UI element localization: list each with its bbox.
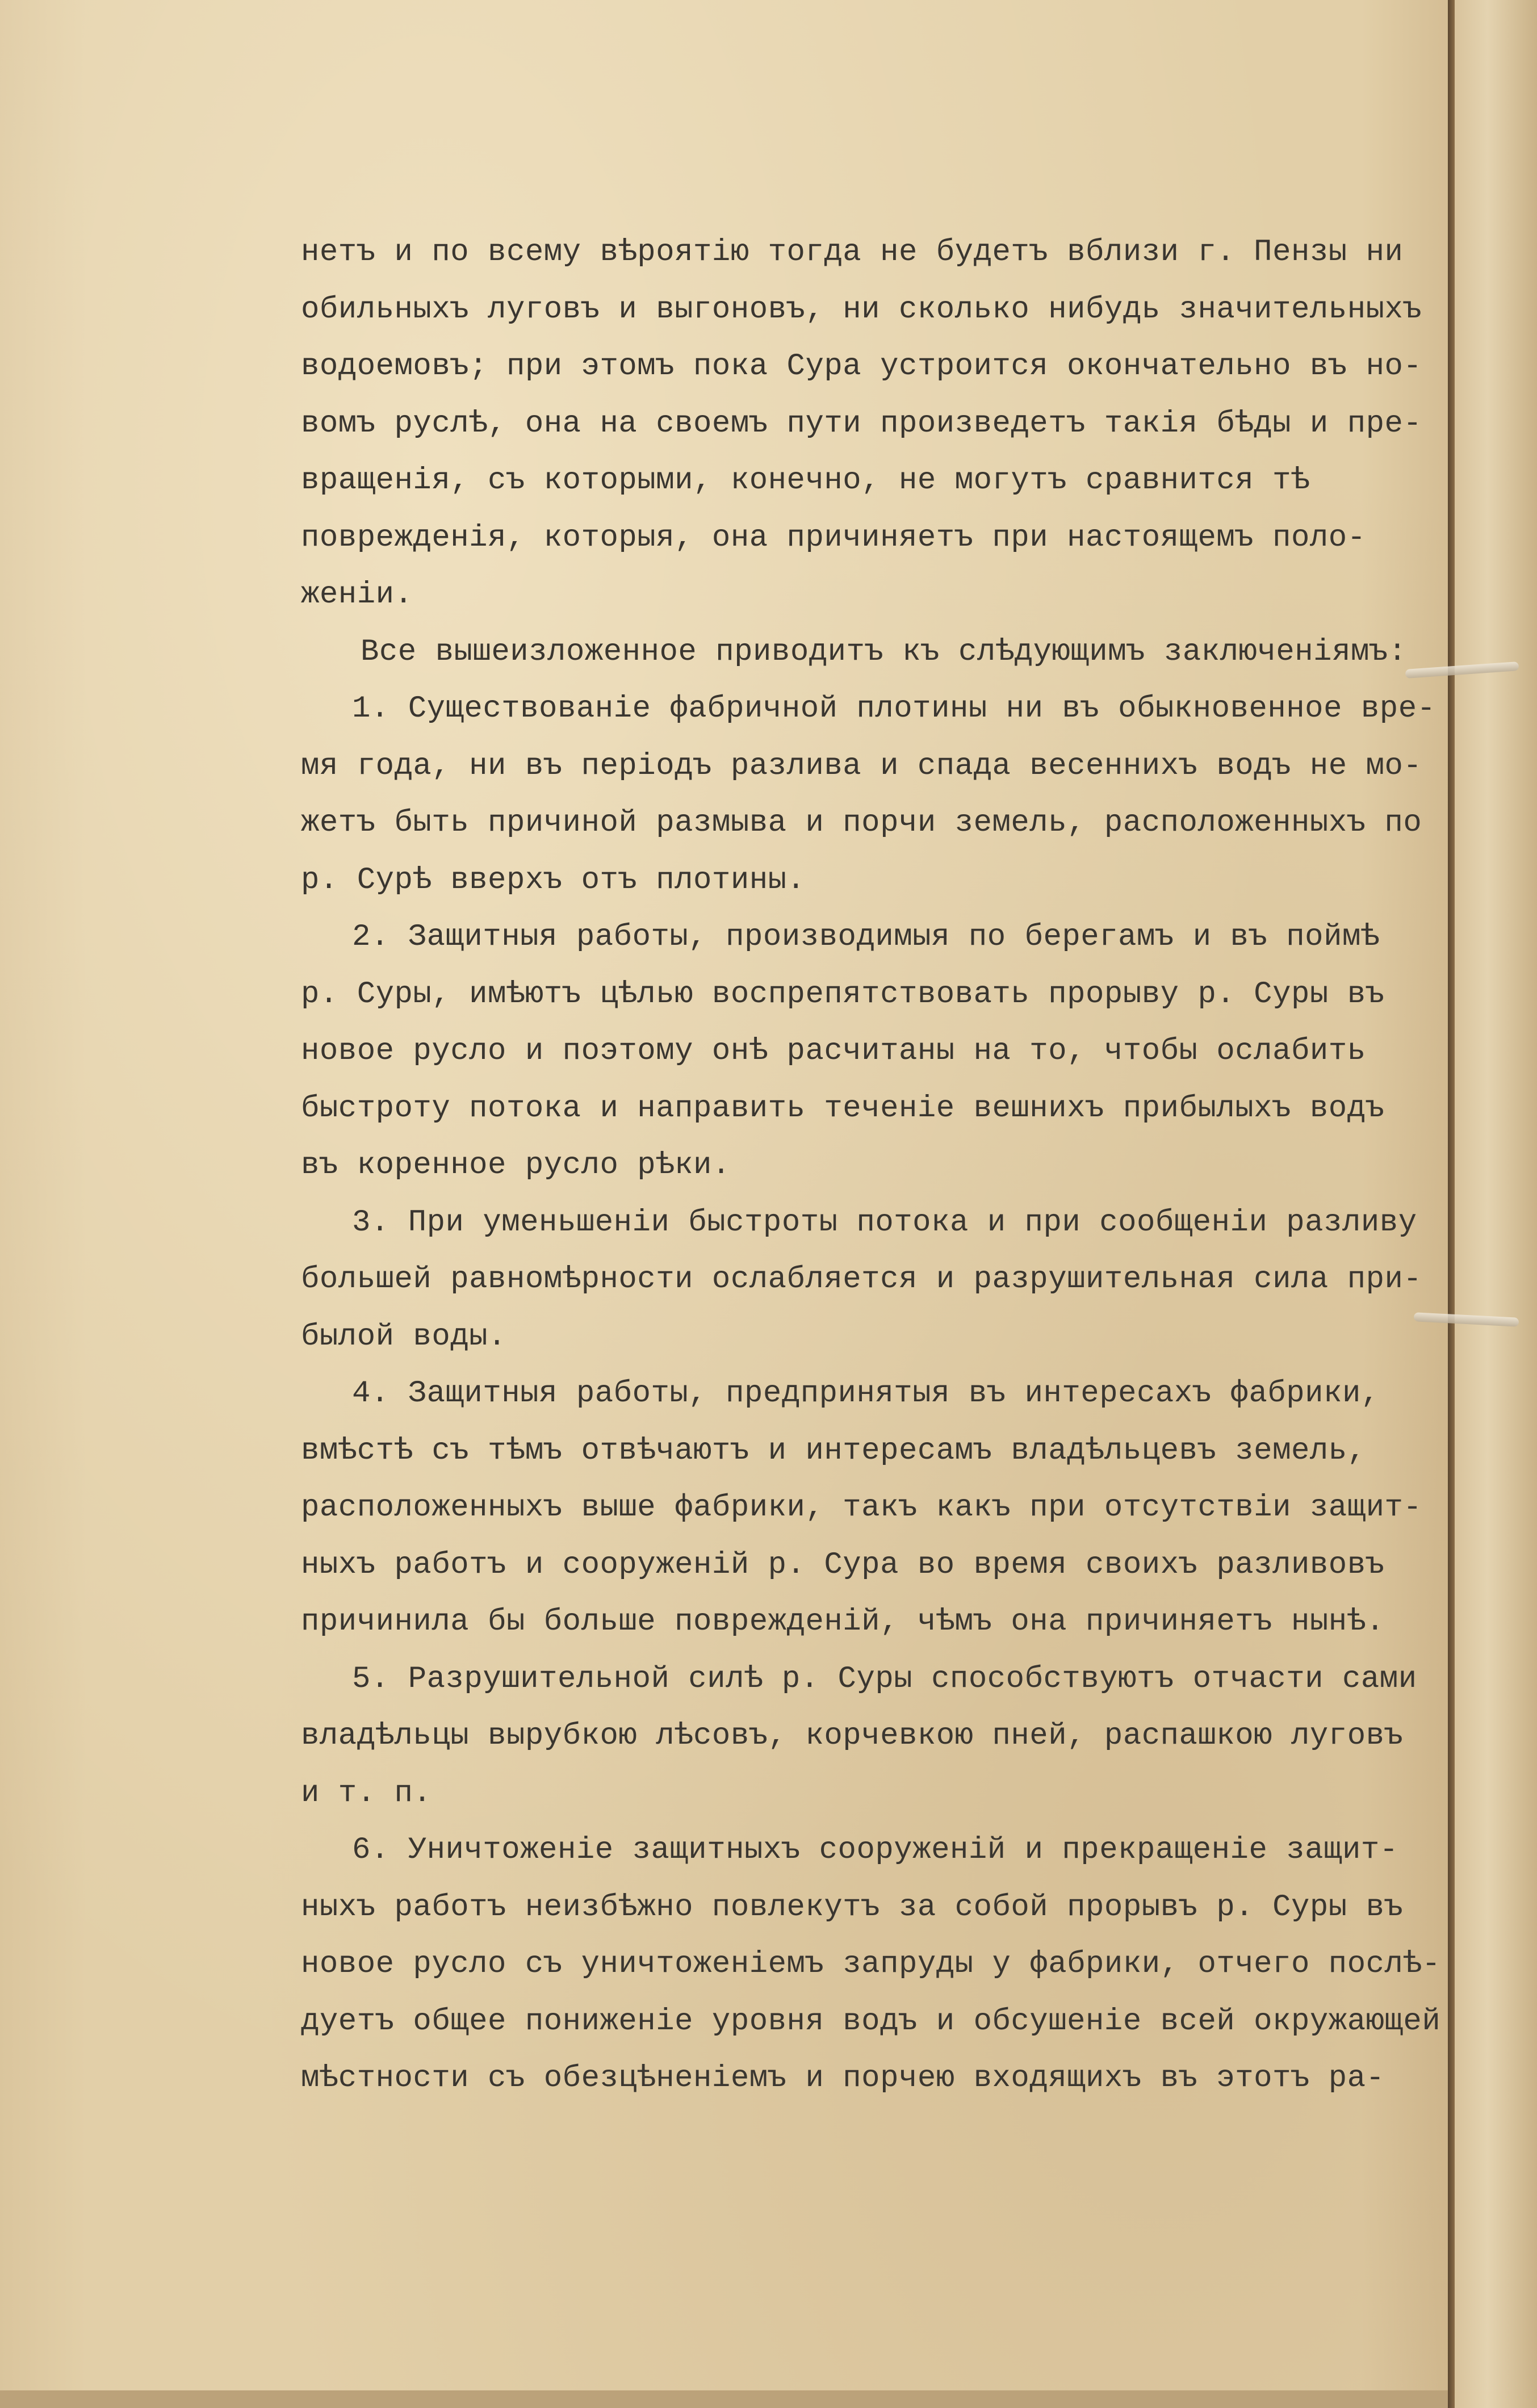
text-line: нетъ и по всему вѣроятію тогда не будетъ вблизи г. Пензы ни — [301, 235, 1404, 270]
list-item-3: 3. При уменьшеніи быстроты потока и при сообщеніи разливу — [352, 1205, 1417, 1240]
text-line: новое русло съ уничтоженіемъ запруды у фабрики, отчего послѣ- — [301, 1947, 1441, 1982]
text-line: въ коренное русло рѣки. — [301, 1148, 731, 1183]
text-line: ныхъ работъ неизбѣжно повлекутъ за собой прорывъ р. Суры въ — [301, 1890, 1404, 1925]
text-line: р. Сурѣ вверхъ отъ плотины. — [301, 862, 806, 898]
binding-spine — [1448, 0, 1455, 2408]
text-line: новое русло и поэтому онѣ расчитаны на то, чтобы ослабить — [301, 1034, 1366, 1069]
text-line: владѣльцы вырубкою лѣсовъ, корчевкою пней, распашкою луговъ — [301, 1719, 1404, 1753]
list-item-6: 6. Уничтоженіе защитныхъ сооруженій и прекращеніе защит- — [352, 1833, 1398, 1867]
text-line: мя года, ни въ періодъ разлива и спада весеннихъ водъ не мо- — [301, 748, 1422, 784]
text-line: женіи. — [301, 577, 413, 612]
typed-text-body — [301, 224, 1448, 2108]
text-line: ныхъ работъ и сооруженій р. Сура во время своихъ разливовъ — [301, 1547, 1385, 1582]
text-line: расположенныхъ выше фабрики, такъ какъ при отсутствіи защит- — [301, 1490, 1422, 1525]
text-line: р. Суры, имѣютъ цѣлью воспрепятствовать прорыву р. Суры въ — [301, 977, 1385, 1012]
page-bottom-edge — [0, 2390, 1448, 2408]
text-line: причинила бы больше поврежденій, чѣмъ она причиняетъ нынѣ. — [301, 1605, 1385, 1639]
text-line: Все вышеизложенное приводитъ къ слѣдующимъ заключеніямъ: — [361, 634, 1407, 669]
text-line: обильныхъ луговъ и выгоновъ, ни сколько нибудь значительныхъ — [301, 292, 1422, 327]
text-line: поврежденія, которыя, она причиняетъ при настоящемъ поло- — [301, 520, 1366, 555]
text-line: быстроту потока и направить теченіе вешнихъ прибылыхъ водъ — [301, 1091, 1385, 1126]
text-line: былой воды. — [301, 1319, 506, 1354]
text-line: жетъ быть причиной размыва и порчи земель, расположенныхъ по — [301, 806, 1422, 840]
text-line: вращенія, съ которыми, конечно, не могутъ сравнится тѣ — [301, 463, 1310, 498]
text-line: водоемовъ; при этомъ пока Сура устроится окончательно въ но- — [301, 349, 1422, 384]
text-line: вомъ руслѣ, она на своемъ пути произведетъ такія бѣды и пре- — [301, 406, 1422, 441]
list-item-5: 5. Разрушительной силѣ р. Суры способствуютъ отчасти сами — [352, 1661, 1417, 1697]
text-line: мѣстности съ обезцѣненіемъ и порчею входящихъ въ этотъ ра- — [301, 2061, 1385, 2096]
text-line: вмѣстѣ съ тѣмъ отвѣчаютъ и интересамъ владѣльцевъ земель, — [301, 1433, 1366, 1468]
list-item-4: 4. Защитныя работы, предпринятыя въ интересахъ фабрики, — [352, 1376, 1380, 1411]
text-line: большей равномѣрности ослабляется и разрушительная сила при- — [301, 1262, 1422, 1297]
list-item-2: 2. Защитныя работы, производимыя по берегамъ и въ поймѣ — [352, 920, 1380, 954]
text-line: дуетъ общее пониженіе уровня водъ и обсушеніе всей окружающей — [301, 2004, 1441, 2039]
facing-page-edge — [1455, 0, 1537, 2408]
list-item-1: 1. Существованіе фабричной плотины ни въ обыкновенное вре- — [352, 692, 1436, 726]
text-line: и т. п. — [301, 1775, 432, 1811]
